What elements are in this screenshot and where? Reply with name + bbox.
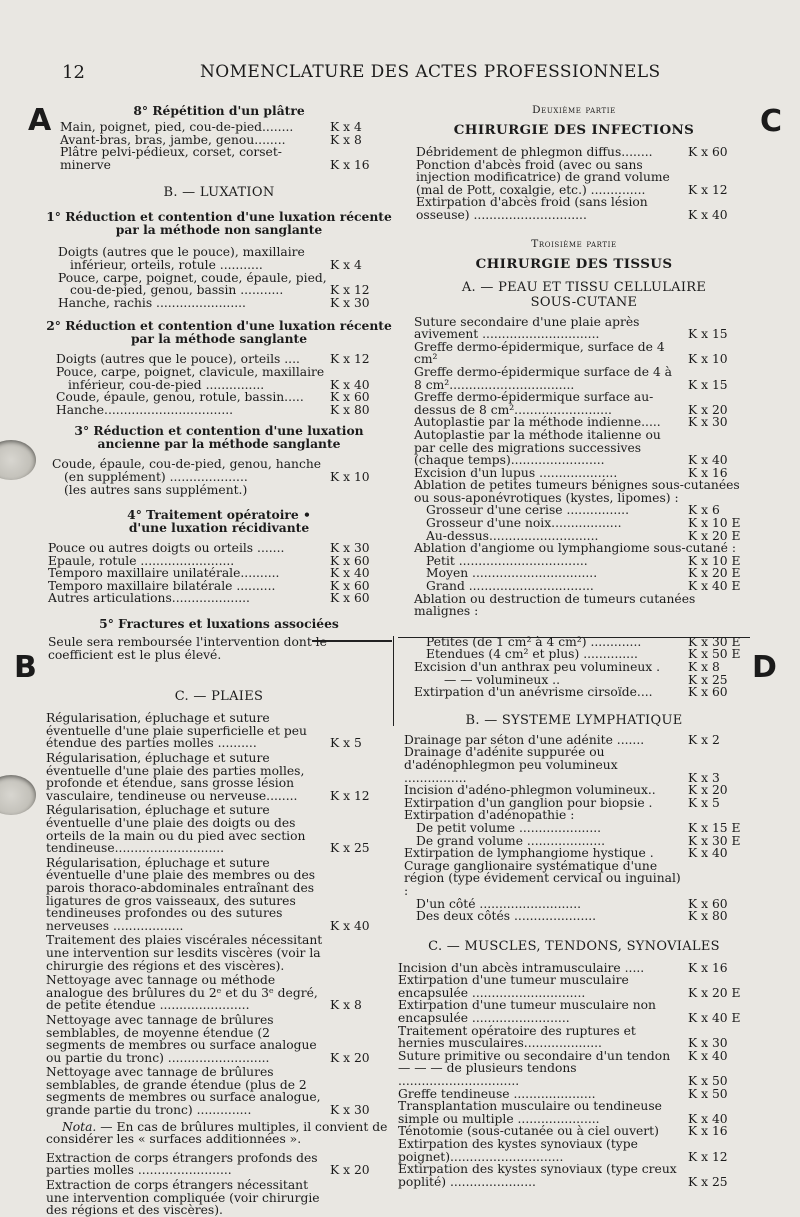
list-item: Nettoyage avec tannage ou méthode analogue des brûlures du 2ᵉ et du 3ᵉ degré, de petite étendue ....................... K x 8: [46, 973, 362, 1013]
marker-d: D: [752, 650, 777, 685]
list-item: Ponction d'abcès froid (avec ou sans injection modificatrice) de grand volume (mal de Pott, coxalgie, etc.) .............. K x 12: [416, 157, 728, 197]
list-item: Nettoyage avec tannage de brûlures semblables, de moyenne étendue (2 segments de membres ou surface analogue ou partie du tronc) .......................... K x 20: [46, 1012, 370, 1065]
page-number: 12: [62, 62, 85, 83]
subsection-title: 1° Réduction et contention d'une luxation récente par la méthode non sanglante: [46, 209, 392, 238]
list-item: Drainage d'adénite suppurée ou d'adénophlegmon peu volumineux ................ K x 3: [404, 745, 720, 785]
section-heading: B. — LUXATION: [163, 185, 275, 201]
luxation-s1-list: Doigts (autres que le pouce), maxillaire inférieur, orteils, rotule ........... K x 4 Pouce, carpe, poignet, coude, épaule, pied, cou-de-pied, genou, bassin ........... K x 12 Hanche, rachis ....................... K x 30: [58, 246, 392, 309]
subsection-title: 4° Traitement opératoire • d'une luxation récidivante: [127, 507, 311, 536]
ablation-list: [414, 504, 750, 542]
subsection-title: 2° Réduction et contention d'une luxation récente par la méthode sanglante: [46, 318, 392, 347]
infections-list: [398, 146, 750, 222]
angiome-list: [414, 555, 750, 593]
left-column: [46, 96, 392, 1217]
list-item: Extraction de corps étrangers nécessitant une intervention compliquée (voir chirurgie des régions et des viscères).: [46, 1178, 320, 1217]
section-heading: B. — SYSTEME LYMPHATIQUE: [465, 712, 683, 728]
list-item: Régularisation, épluchage et suture éventuelle d'une plaie des membres ou des parois thoraco-abdominales entraînant des ligatures de gros vaisseaux, des sutures tendineuses profondes ou des sutures nerveuses .................. K x 40: [46, 855, 370, 933]
list-item: De petit volume ..................... K x 15 E: [416, 820, 741, 835]
list-item: Avant-bras, bras, jambe, genou........ K x 8: [60, 132, 362, 147]
list-subheading: Ablation ou destruction de tumeurs cutanées malignes :: [414, 591, 696, 619]
part-title: CHIRURGIE DES INFECTIONS: [453, 122, 695, 138]
list-item: Greffe dermo-épidermique surface de 4 à 8 cm²................................ K x 15: [414, 364, 728, 392]
list-item: Drainage par séton d'une adénite ....... K x 2: [404, 732, 720, 747]
list-item: Hanche................................. K x 80: [56, 402, 370, 417]
list-item: Etendues (4 cm² et plus) .............. K x 50 E: [426, 647, 741, 662]
page-header: [0, 60, 800, 86]
list-item: D'un côté .......................... K x 60: [416, 896, 728, 911]
list-item: Extirpation des kystes synoviaux (type poignet)............................. K x 12: [398, 1137, 728, 1164]
subsection-title: 3° Réduction et contention d'une luxation ancienne par la méthode sanglante: [74, 423, 364, 452]
list-item: Curage ganglionaire systématique d'une région (type évidement cervical ou inguinal) :: [404, 858, 681, 898]
list-item: inférieur, orteils, rotule ........... K x 4: [70, 257, 362, 272]
list-item: Extirpation de lymphangiome hystique . K x 40: [404, 846, 728, 861]
list-item: Excision d'un anthrax peu volumineux . K x 8: [414, 660, 720, 674]
marker-b: B: [14, 650, 37, 685]
list-item: Extirpation des kystes synoviaux (type creux poplité) ...................... K x 25: [398, 1162, 728, 1189]
subsection-title: 5° Fractures et luxations associées: [99, 616, 339, 632]
list-item: Temporo maxillaire unilatérale.......... K x 40: [48, 566, 370, 581]
list-item: Autoplastie par la méthode indienne..... K x 30: [414, 415, 728, 430]
list-item: inférieur, cou-de-pied ............... K x 40: [68, 377, 370, 392]
part-label: Troisième partie: [531, 237, 617, 250]
list-item: Greffe dermo-épidermique surface au-dessus de 8 cm²......................... K x 20: [414, 390, 728, 417]
nota: Nota. — En cas de brûlures multiples, il convient de considérer les « surfaces additionnées ».: [46, 1119, 388, 1147]
list-item: Hanche, rachis ....................... K x 30: [58, 295, 370, 310]
list-subheading: Extirpation d'adénopathie :: [404, 808, 575, 823]
luxation-s4-list: [48, 542, 392, 605]
section-heading: C. — MUSCLES, TENDONS, SYNOVIALES: [428, 938, 720, 954]
lymph-list: [398, 734, 750, 923]
list-item: Des deux côtés ..................... K x 80: [416, 909, 728, 924]
list-item: Epaule, rotule ........................ K x 60: [48, 553, 370, 568]
adeno-list: [404, 822, 750, 847]
list-item: Incision d'un abcès intramusculaire ..... K x 16: [398, 960, 728, 975]
list-item: Régularisation, épluchage et suture éventuelle d'une plaie des doigts ou des orteils de la main ou du pied avec section tendineuse............................ K x 25: [46, 803, 370, 856]
punch-hole-top: [0, 440, 36, 480]
list-item: De grand volume .................... K x 30 E: [416, 833, 741, 848]
list-item: Débridement de phlegmon diffus........ K x 60: [416, 145, 728, 159]
list-item: Petit ................................. K x 10 E: [426, 553, 741, 568]
list-item: Extirpation d'une tumeur musculaire non encapsulée ......................... K x 40 E: [398, 998, 741, 1026]
peau-list: [398, 316, 750, 699]
list-item: Coude, épaule, genou, rotule, bassin..... K x 60: [56, 390, 370, 405]
list-item: Traitement des plaies viscérales nécessitant une intervention sur lesdits viscères (voir la chirurgie des régions et des viscères).: [46, 933, 323, 973]
right-column: [398, 96, 750, 1188]
list-item: Plâtre pelvi-pédieux, corset, corset-minerve K x 16: [60, 145, 370, 172]
list-item: Extirpation d'un ganglion pour biopsie . K x 5: [404, 795, 720, 810]
list-item: Transplantation musculaire ou tendineuse simple ou multiple ..................... K x 40: [398, 1099, 728, 1126]
list-item: Suture primitive ou secondaire d'un tendon K x 40: [398, 1048, 728, 1063]
list-item: Régularisation, épluchage et suture éventuelle d'une plaie des parties molles, profonde et étendue, sans grosse lésion vasculaire, tendineuse ou nerveuse........ K x 12: [46, 751, 370, 803]
list-item: Régularisation, épluchage et suture éventuelle d'une plaie superficielle et peu étendue des parties molles .......... K x 5: [46, 711, 362, 751]
list-item: Grosseur d'une cerise ................ K x 6: [426, 503, 720, 518]
list-item: Greffe dermo-épidermique, surface de 4 cm² K x 10: [414, 339, 728, 367]
list-subheading: Ablation d'angiome ou lymphangiome sous-cutané :: [414, 541, 736, 556]
list-item: Extirpation d'un anévrisme cirsoïde.... K x 60: [414, 685, 728, 700]
list-item: Traitement opératoire des ruptures et hernies musculaires.................... K x 30: [398, 1023, 728, 1051]
list-item: Doigts (autres que le pouce), orteils .... K x 12: [56, 352, 370, 367]
list-item: Ténotomie (sous-cutanée ou à ciel ouvert) K x 16: [398, 1124, 728, 1139]
malignes-list: [414, 636, 750, 661]
section-title: 8° Répétition d'un plâtre: [133, 103, 305, 118]
list-item: Extirpation d'abcès froid (sans lésion osseuse) ............................. K x 40: [416, 195, 728, 222]
list-item: Temporo maxillaire bilatérale .......... K x 60: [48, 578, 370, 593]
list-item: Suture secondaire d'une plaie après avivement .............................. K x 15: [414, 314, 728, 342]
luxation-s5-text: Seule sera remboursée l'intervention dont le coefficient est le plus élevé.: [48, 635, 327, 662]
repetition-list: [60, 121, 392, 171]
section-heading: C. — PLAIES: [174, 689, 264, 705]
section-heading: A. — PEAU ET TISSU CELLULAIRE SOUS-CUTANE: [461, 279, 707, 310]
list-item: Nettoyage avec tannage de brûlures semblables, de grande étendue (plus de 2 segments de membres ou surface analogue, grande partie du tronc) .............. K x 30: [46, 1065, 370, 1118]
list-item: Incision d'adéno-phlegmon volumineux.. K x 20: [404, 783, 728, 798]
column-divider: [393, 636, 394, 726]
list-item: Excision d'un lupus .................... K x 16: [414, 465, 728, 480]
list-item: (en supplément) .................... K x 10: [64, 469, 370, 484]
list-item: Greffe tendineuse ..................... K x 50: [398, 1086, 728, 1101]
list-item: Autoplastie par la méthode italienne ou par celle des migrations successives (chaque temps)........................ K x 40: [414, 427, 728, 468]
list-item: Petites (de 1 cm² à 4 cm²) ............. K x 30 E: [426, 634, 741, 649]
list-item: Pouce ou autres doigts ou orteils ....... K x 30: [48, 541, 370, 556]
marker-a: A: [28, 103, 52, 138]
curage-list: [404, 898, 750, 923]
list-item: Grand ................................ K x 40 E: [426, 579, 741, 594]
luxation-s3-list: Coude, épaule, cou-de-pied, genou, hanche (en supplément) .................... K x 10 (les autres sans supplément.): [52, 458, 392, 496]
running-title: NOMENCLATURE DES ACTES PROFESSIONNELS: [200, 62, 661, 82]
list-item: Grosseur d'une noix.................. K x 10 E: [426, 516, 741, 531]
muscles-list: [398, 962, 750, 1189]
list-subheading: Ablation de petites tumeurs bénignes sous-cutanées ou sous-aponévrotiques (kystes, lipomes) :: [414, 478, 740, 505]
list-item: Autres articulations.................... K x 60: [48, 591, 370, 606]
part-label: Deuxième partie: [532, 104, 616, 116]
punch-hole-bottom: [0, 775, 36, 815]
list-item: Extraction de corps étrangers profonds des parties molles ........................ K x 20: [46, 1150, 370, 1178]
list-item: Main, poignet, pied, cou-de-pied........ K x 4: [60, 120, 362, 134]
luxation-s2-list: Doigts (autres que le pouce), orteils .... K x 12 Pouce, carpe, poignet, clavicule, maxillaire inférieur, cou-de-pied ............... K x 40 Coude, épaule, genou, rotule, bassin..... K x 60 Hanche................................. K x 80: [56, 353, 392, 416]
list-item: cou-de-pied, genou, bassin ........... K x 12: [70, 283, 370, 298]
list-item: — — volumineux .. K x 25: [444, 672, 728, 687]
plaies-list: [46, 712, 392, 1217]
list-item: — — — de plusieurs tendons ............................... K x 50: [398, 1061, 728, 1089]
part-title: CHIRURGIE DES TISSUS: [475, 255, 673, 272]
marker-c: C: [760, 104, 783, 139]
list-item: Extirpation d'une tumeur musculaire encapsulée ............................. K x 20 E: [398, 973, 741, 1000]
list-item: Moyen ................................ K x 20 E: [426, 566, 741, 581]
list-item: Au-dessus............................ K x 20 E: [426, 528, 741, 543]
